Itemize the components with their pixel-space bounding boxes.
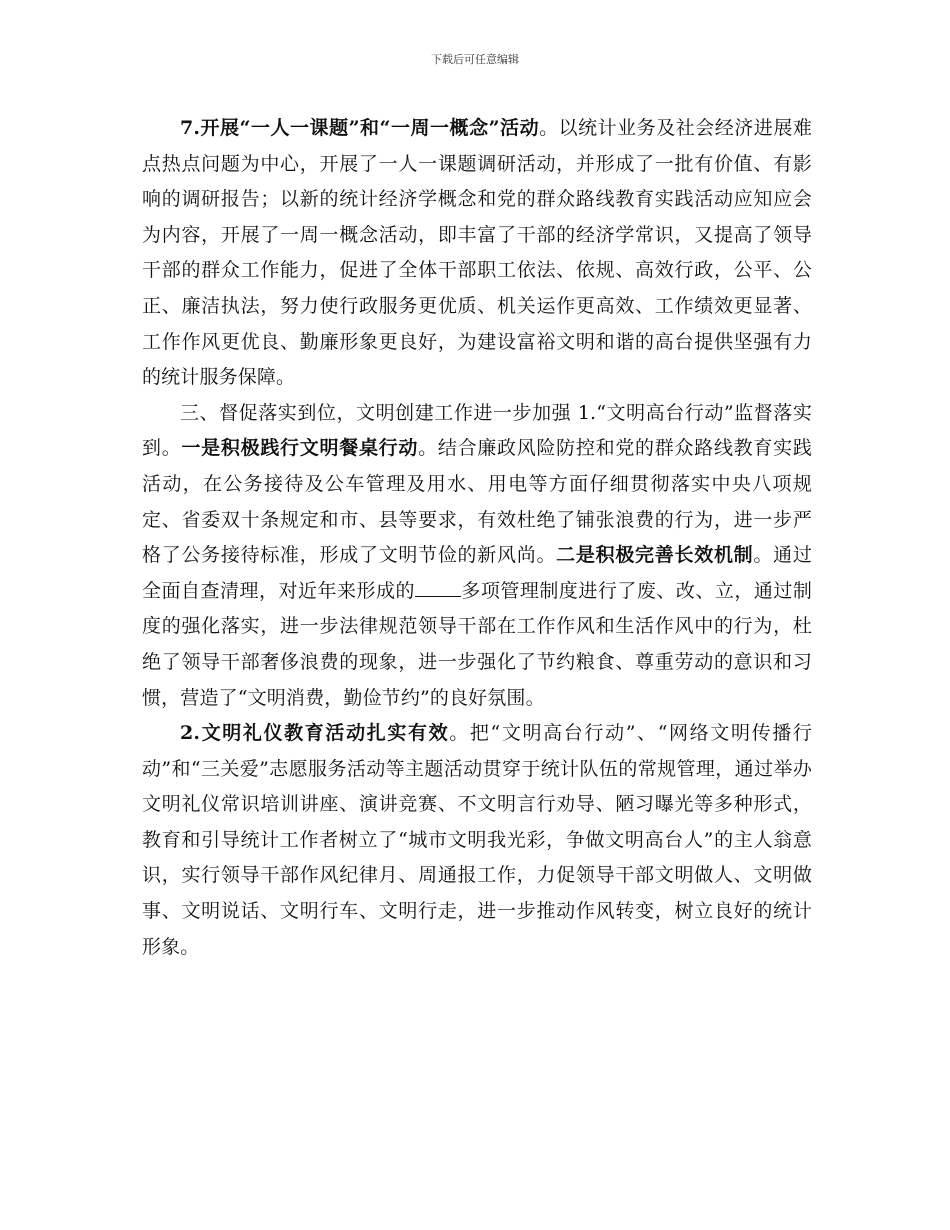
paragraph-2-bold-2: 二是积极完善长效机制 bbox=[556, 544, 754, 567]
paragraph-2-text-2b: 多项管理制度进行了废、改、立，通过制度的强化落实，进一步法律规范领导干部在工作作风和生活作风中的行为，杜绝了领导干部奢侈浪费的现象，进一步强化了节约粮食、尊重劳动的意识和习惯，营造了“文明消费，勤俭节约”的良好氛围。 bbox=[142, 579, 812, 709]
paragraph-2-text-1: 。结合廉政风险防控和党的群众路线教育实践活动，在公务接待及公车管理及用水、用电等方面仔细贯彻落实中央八项规定、省委双十条规定和市、县等要求，有效杜绝了铺张浪费的行为，进一步严格了公务接待标准，形成了文明节俭的新风尚。 bbox=[142, 437, 812, 567]
paragraph-2-text-2a: 。通过全面自查清理，对近年来形成的 bbox=[142, 544, 813, 602]
fill-in-blank bbox=[415, 579, 461, 597]
paragraph-1 bbox=[142, 111, 812, 396]
paragraph-3-text: 。把“文明高台行动”、“网络文明传播行动”和“三关爱”志愿服务活动等主题活动贯穿于统计队伍的常规管理，通过举办文明礼仪常识培训讲座、演讲竞赛、不文明言行劝导、陋习曝光等多种形式，教育和引导统计工作者树立了“城市文明我光彩，争做文明高台人”的主人翁意识，实行领导干部作风纪律月、周通报工作，力促领导干部文明做人、文明做事、文明说话、文明行车、文明行走，进一步推动作风转变，树立良好的统计形象。 bbox=[142, 722, 813, 958]
header-note: 下载后可任意编辑 bbox=[431, 53, 519, 66]
paragraph-3-heading: 2.文明礼仪教育活动扎实有效 bbox=[180, 722, 450, 745]
paragraph-3 bbox=[142, 716, 812, 965]
paragraph-2 bbox=[142, 396, 812, 716]
document-body bbox=[142, 111, 812, 965]
paragraph-1-text: 。以统计业务及社会经济进展难点热点问题为中心，开展了一人一课题调研活动，并形成了一批有价值、有影响的调研报告；以新的统计经济学概念和党的群众路线教育实践活动应知应会为内容，开展了一周一概念活动，即丰富了干部的经济学常识，又提高了领导干部的群众工作能力，促进了全体干部职工依法、依规、高效行政，公平、公正、廉洁执法，努力使行政服务更优质、机关运作更高效、工作绩效更显著、工作作风更优良、勤廉形象更良好，为建设富裕文明和谐的高台提供坚强有力的统计服务保障。 bbox=[142, 117, 812, 389]
paragraph-1-heading: 7.开展“一人一课题”和“一周一概念”活动 bbox=[180, 117, 540, 139]
paragraph-2-intro: 三、督促落实到位，文明创建工作进一步加强 1.“文明高台行动”监督落实到。 bbox=[142, 401, 812, 460]
paragraph-2-bold-1: 一是积极践行文明餐桌行动 bbox=[181, 437, 419, 460]
